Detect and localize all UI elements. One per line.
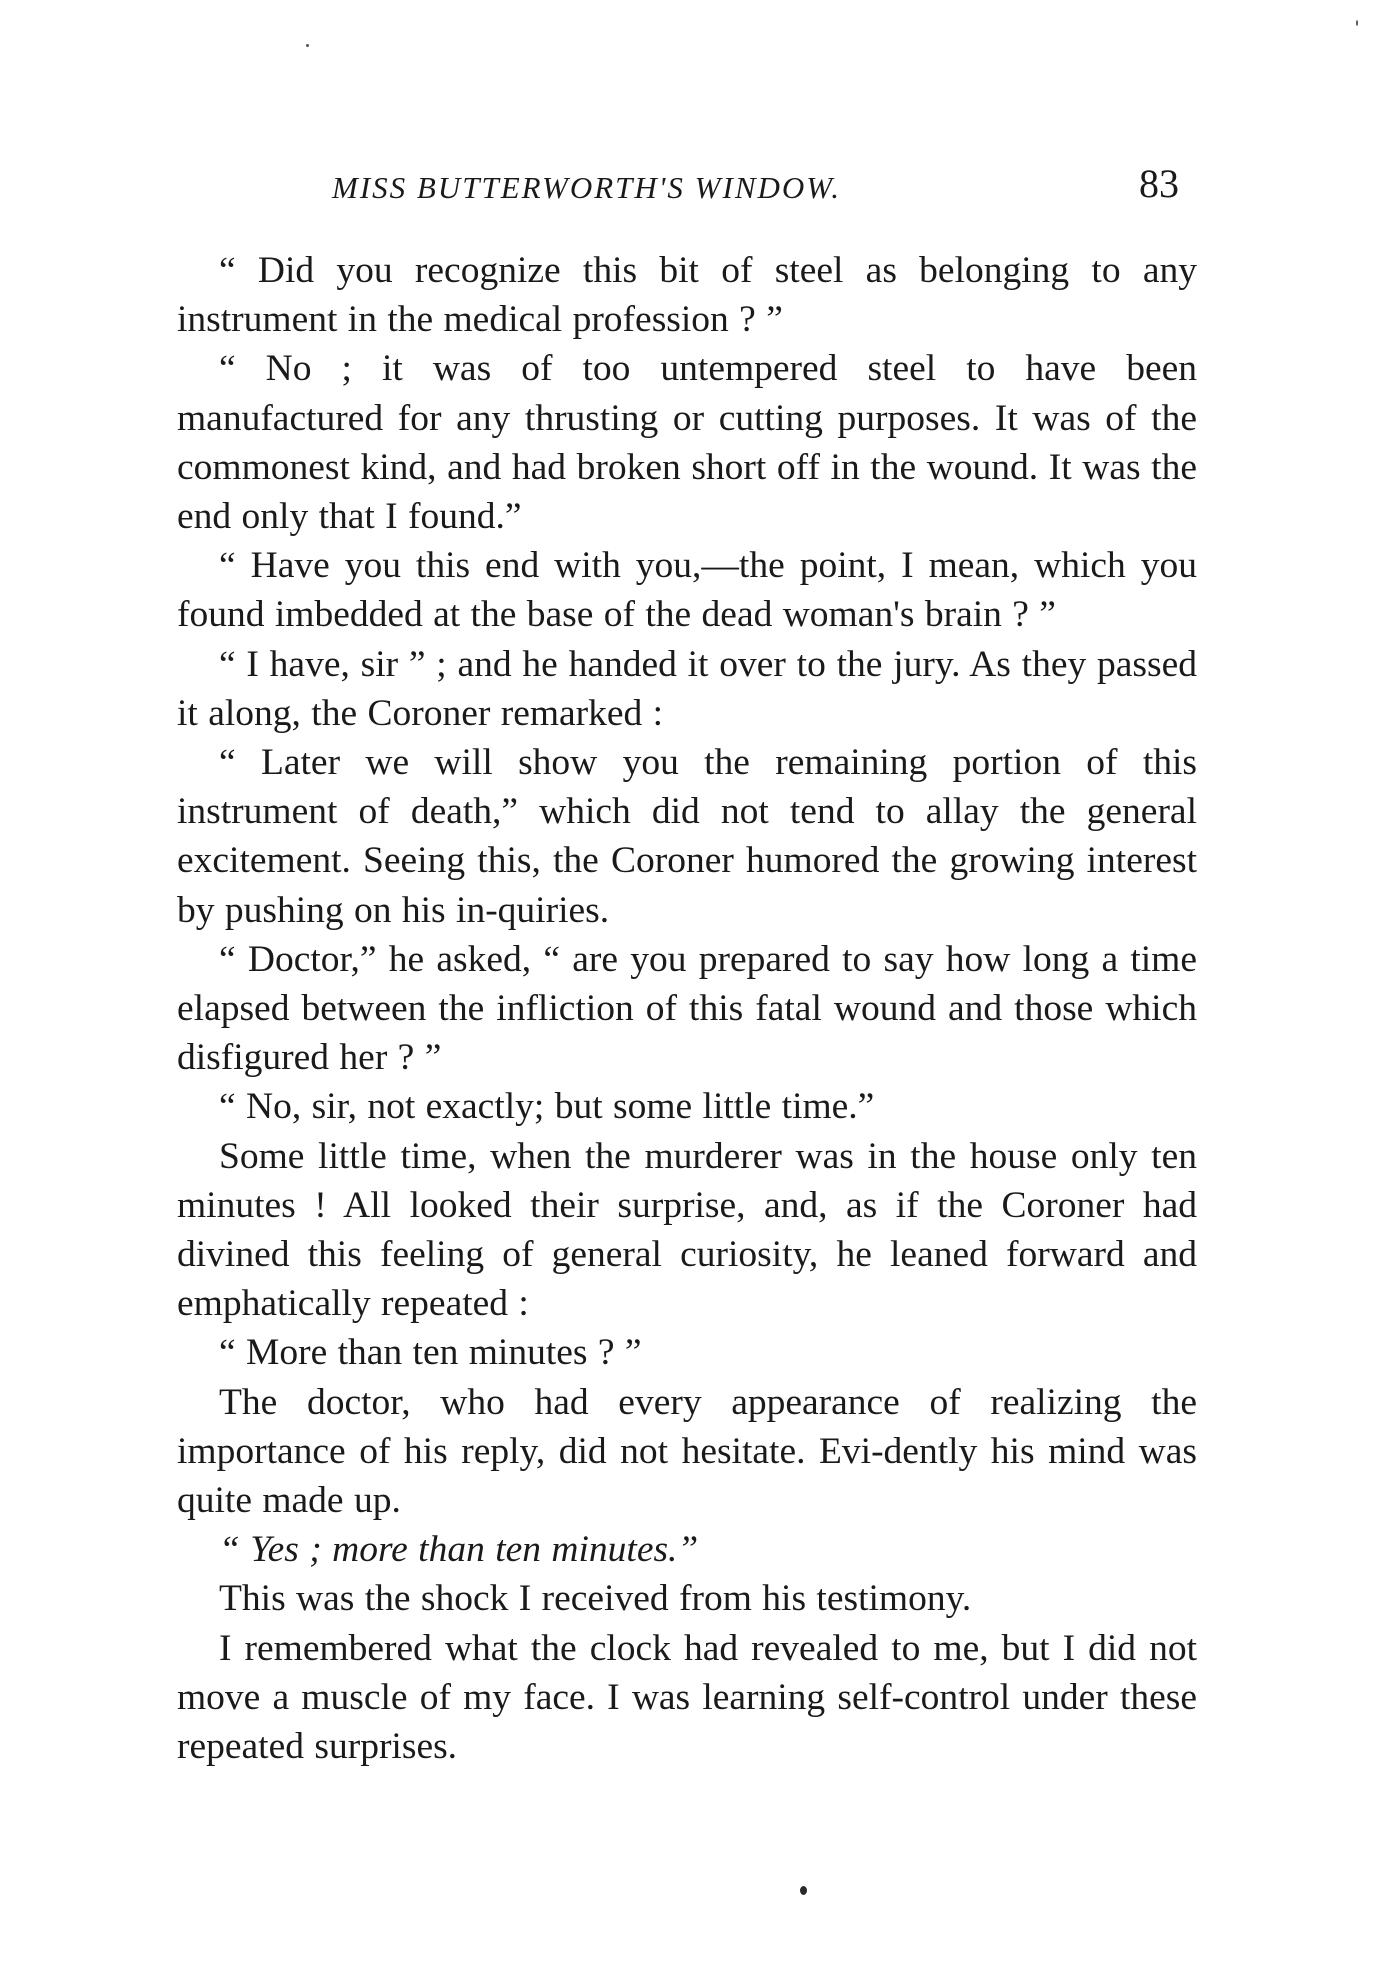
paragraph-13: I remembered what the clock had revealed to me, but I did not move a muscle of my face. I was learning self-control under these repeated surprises.	[177, 1627, 1197, 1768]
paragraph-10: The doctor, who had every appearance of realizing the importance of his reply, did not hesitate. Evi-dently his mind was quite made up.	[177, 1381, 1197, 1522]
paragraph-1: “ Did you recognize this bit of steel as belonging to any instrument in the medical profession ? ”	[177, 250, 1197, 341]
running-title: MISS BUTTERWORTH'S WINDOW.	[332, 170, 841, 205]
paragraph-4: “ I have, sir ” ; and he handed it over to the jury. As they passed it along, the Coroner remarked :	[177, 643, 1197, 734]
paragraph-2: “ No ; it was of too untempered steel to have been manufactured for any thrusting or cutting purposes. It was of the commonest kind, and had broken short off in the wound. It was the end only that I found.”	[177, 348, 1197, 538]
paragraph-6: “ Doctor,” he asked, “ are you prepared to say how long a time elapsed between the infliction of this fatal wound and those which disfigured her ? ”	[177, 938, 1197, 1079]
paragraph-5: “ Later we will show you the remaining portion of this instrument of death,” which did not tend to allay the general excitement. Seeing this, the Coroner humored the growing interest by pushing on his in-quiries.	[177, 742, 1197, 931]
printers-mark	[800, 1886, 807, 1895]
paragraph-11: “ Yes ; more than ten minutes.”	[219, 1529, 699, 1571]
paper-speck	[1356, 20, 1358, 26]
paragraph-8: Some little time, when the murderer was in the house only ten minutes ! All looked their surprise, and, as if the Coroner had divined this feeling of general curiosity, he leaned forward and emphatically repeated :	[177, 1135, 1197, 1325]
paragraph-12: This was the shock I received from his testimony.	[219, 1578, 972, 1620]
page-number: 83	[1139, 161, 1179, 206]
paper-speck	[306, 44, 309, 47]
body-text	[177, 246, 1197, 1771]
paragraph-7: “ No, sir, not exactly; but some little time.”	[219, 1086, 875, 1128]
paragraph-3: “ Have you this end with you,—the point, I mean, which you found imbedded at the base of the dead woman's brain ? ”	[177, 545, 1197, 636]
running-head	[177, 152, 1197, 212]
paragraph-9: “ More than ten minutes ? ”	[219, 1332, 642, 1374]
